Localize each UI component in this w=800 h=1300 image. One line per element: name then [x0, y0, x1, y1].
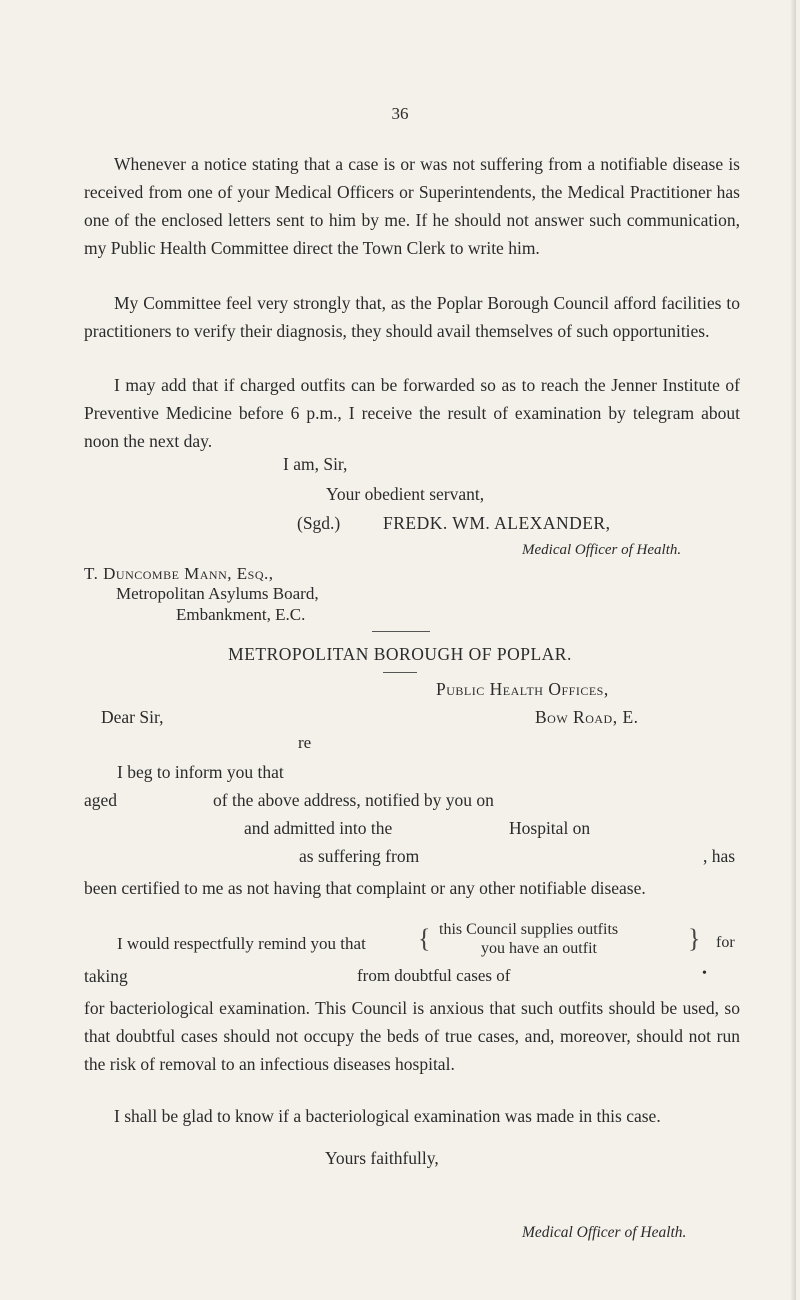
bullet-mark: • — [702, 966, 707, 981]
doubtful-line: from doubtful cases of — [357, 966, 511, 985]
office-line-2: Bow Road, E. — [535, 707, 639, 727]
admitted-line: and admitted into the — [244, 818, 393, 838]
re-label: re — [298, 733, 312, 752]
left-brace: { — [418, 924, 431, 953]
heading-underline — [383, 672, 417, 673]
hospital-on-label: Hospital on — [509, 818, 591, 838]
inform-line: I beg to inform you that — [117, 762, 284, 782]
taking-label: taking — [84, 966, 128, 986]
closing-line-2: Your obedient servant, — [326, 484, 485, 504]
yours-faithfully: Yours faithfully, — [325, 1148, 439, 1168]
signatory-title: Medical Officer of Health. — [522, 542, 682, 558]
remind-line: I would respectfully remind you that — [117, 934, 366, 953]
glad-paragraph: I shall be glad to know if a bacteriological examination was made in this case. — [114, 1106, 661, 1126]
paragraph-committee: My Committee feel very strongly that, as the Poplar Borough Council afford facilities to practitioners to verify their diagnosis, they should avail themselves of such opportunities. — [84, 293, 740, 341]
bacteriological-paragraph: for bacteriological examination. This Council is anxious that such outfits should be used, so that doubtful cases should not occupy the beds of true cases, and, moreover, should not run the risk of removal to an infectious diseases hospital. — [84, 998, 740, 1074]
page-number: 36 — [391, 104, 409, 123]
aged-label: aged — [84, 790, 118, 810]
option-have-outfit: you have an outfit — [481, 940, 597, 957]
certified-paragraph: been certified to me as not having that complaint or any other notifiable disease. — [84, 878, 646, 898]
office-line-1: Public Health Offices, — [436, 679, 609, 699]
has-label: , has — [703, 846, 736, 866]
divider-rule — [372, 631, 430, 632]
signatory-name: FREDK. WM. ALEXANDER, — [383, 513, 611, 533]
letter-signoff-title: Medical Officer of Health. — [522, 1224, 687, 1241]
right-brace: } — [688, 924, 701, 953]
addressee-name: T. Duncombe Mann, Esq., — [84, 564, 274, 583]
signed-marker: (Sgd.) — [297, 513, 341, 533]
suffering-line: as suffering from — [299, 846, 420, 866]
paragraph-notice: Whenever a notice stating that a case is or was not suffering from a notifiable disease is received from one of your Medical Officers or Superintendents, the Medical Practitioner has one of the enclosed letters sent to him by me. If he should not answer such communication, my Public Health Committee direct the Town Clerk to write him. — [84, 154, 740, 258]
paragraph-outfits: I may add that if charged outfits can be forwarded so as to reach the Jenner Institute of Preventive Medicine before 6 p.m., I receive the result of examination by telegram about noon the next day. — [84, 375, 740, 451]
above-address-line: of the above address, notified by you on — [213, 790, 494, 810]
letter-heading: METROPOLITAN BOROUGH OF POPLAR. — [228, 644, 572, 664]
addressee-line-3: Embankment, E.C. — [176, 605, 306, 624]
for-label: for — [716, 934, 735, 951]
closing-line-1: I am, Sir, — [283, 454, 348, 474]
page-edge-shadow — [790, 0, 796, 1300]
addressee-line-2: Metropolitan Asylums Board, — [116, 584, 319, 603]
option-council-supplies: this Council supplies outfits — [439, 921, 619, 938]
salutation: Dear Sir, — [101, 707, 164, 727]
